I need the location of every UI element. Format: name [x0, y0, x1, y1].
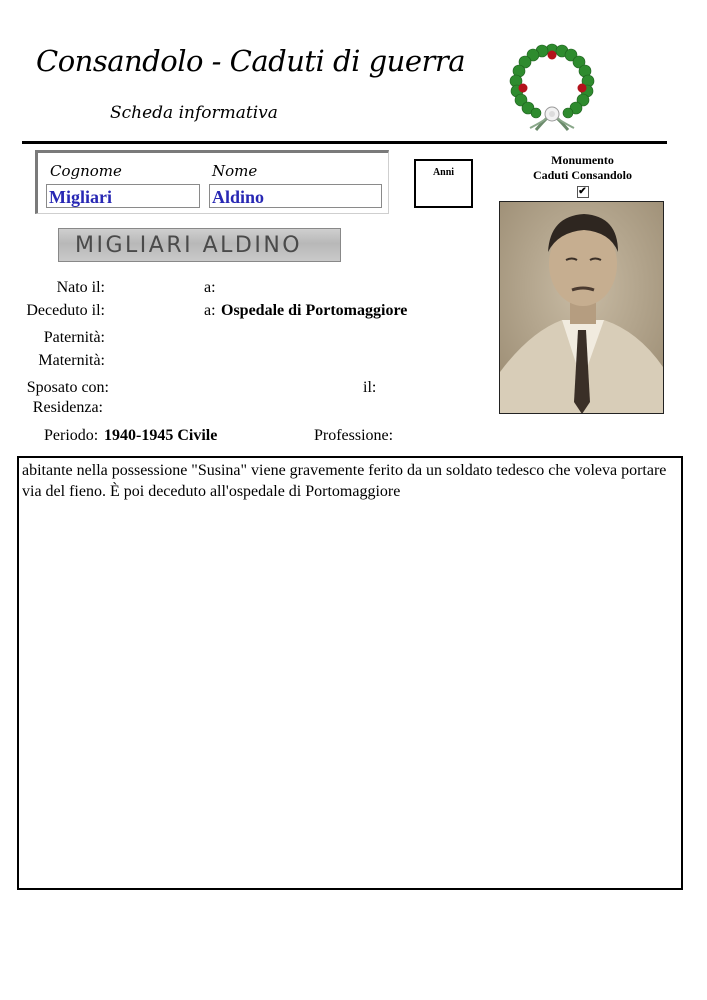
checkbox-checked-icon[interactable]: ✔ [578, 186, 587, 197]
died-place-label: a: [204, 302, 216, 319]
married-date-label: il: [363, 379, 377, 396]
header-rule [22, 141, 667, 144]
page-subtitle: Scheda informativa [110, 103, 278, 123]
mother-label: Maternità: [38, 352, 105, 369]
surname-field[interactable] [46, 184, 200, 208]
portrait-photo [499, 201, 664, 414]
monument-line2: Caduti Consandolo [532, 168, 633, 182]
period-value: 1940-1945 Civile [104, 427, 218, 444]
monument-line1: Monumento [551, 153, 614, 167]
name-field[interactable] [209, 184, 382, 208]
died-place-value: Ospedale di Portomaggiore [221, 302, 408, 319]
memorial-plaque: MIGLIARI ALDINO [58, 228, 341, 262]
name-label: Nome [212, 162, 258, 180]
born-label: Nato il: [56, 279, 105, 296]
laurel-wreath-icon [506, 42, 598, 136]
surname-value: Migliari [49, 187, 112, 207]
notes-text: abitante nella possessione "Susina" viene gravemente ferito da un soldato tedesco che voleva portare via del fieno. È poi deceduto all'ospedale di Portomaggiore [22, 462, 667, 500]
profession-label: Professione: [314, 427, 394, 444]
died-label: Deceduto il: [26, 302, 105, 319]
portrait-image [500, 202, 664, 414]
monument-block [505, 153, 660, 198]
notes-box [17, 456, 683, 890]
father-label: Paternità: [43, 329, 105, 346]
surname-label: Cognome [50, 162, 122, 180]
residence-label: Residenza: [32, 399, 103, 416]
name-value: Aldino [212, 187, 265, 207]
born-place-label: a: [204, 279, 216, 296]
age-label: Anni [432, 167, 455, 178]
age-box [414, 159, 473, 208]
period-label: Periodo: [44, 427, 99, 444]
married-label: Sposato con: [26, 379, 109, 396]
page-title: Consandolo - Caduti di guerra [36, 44, 466, 78]
